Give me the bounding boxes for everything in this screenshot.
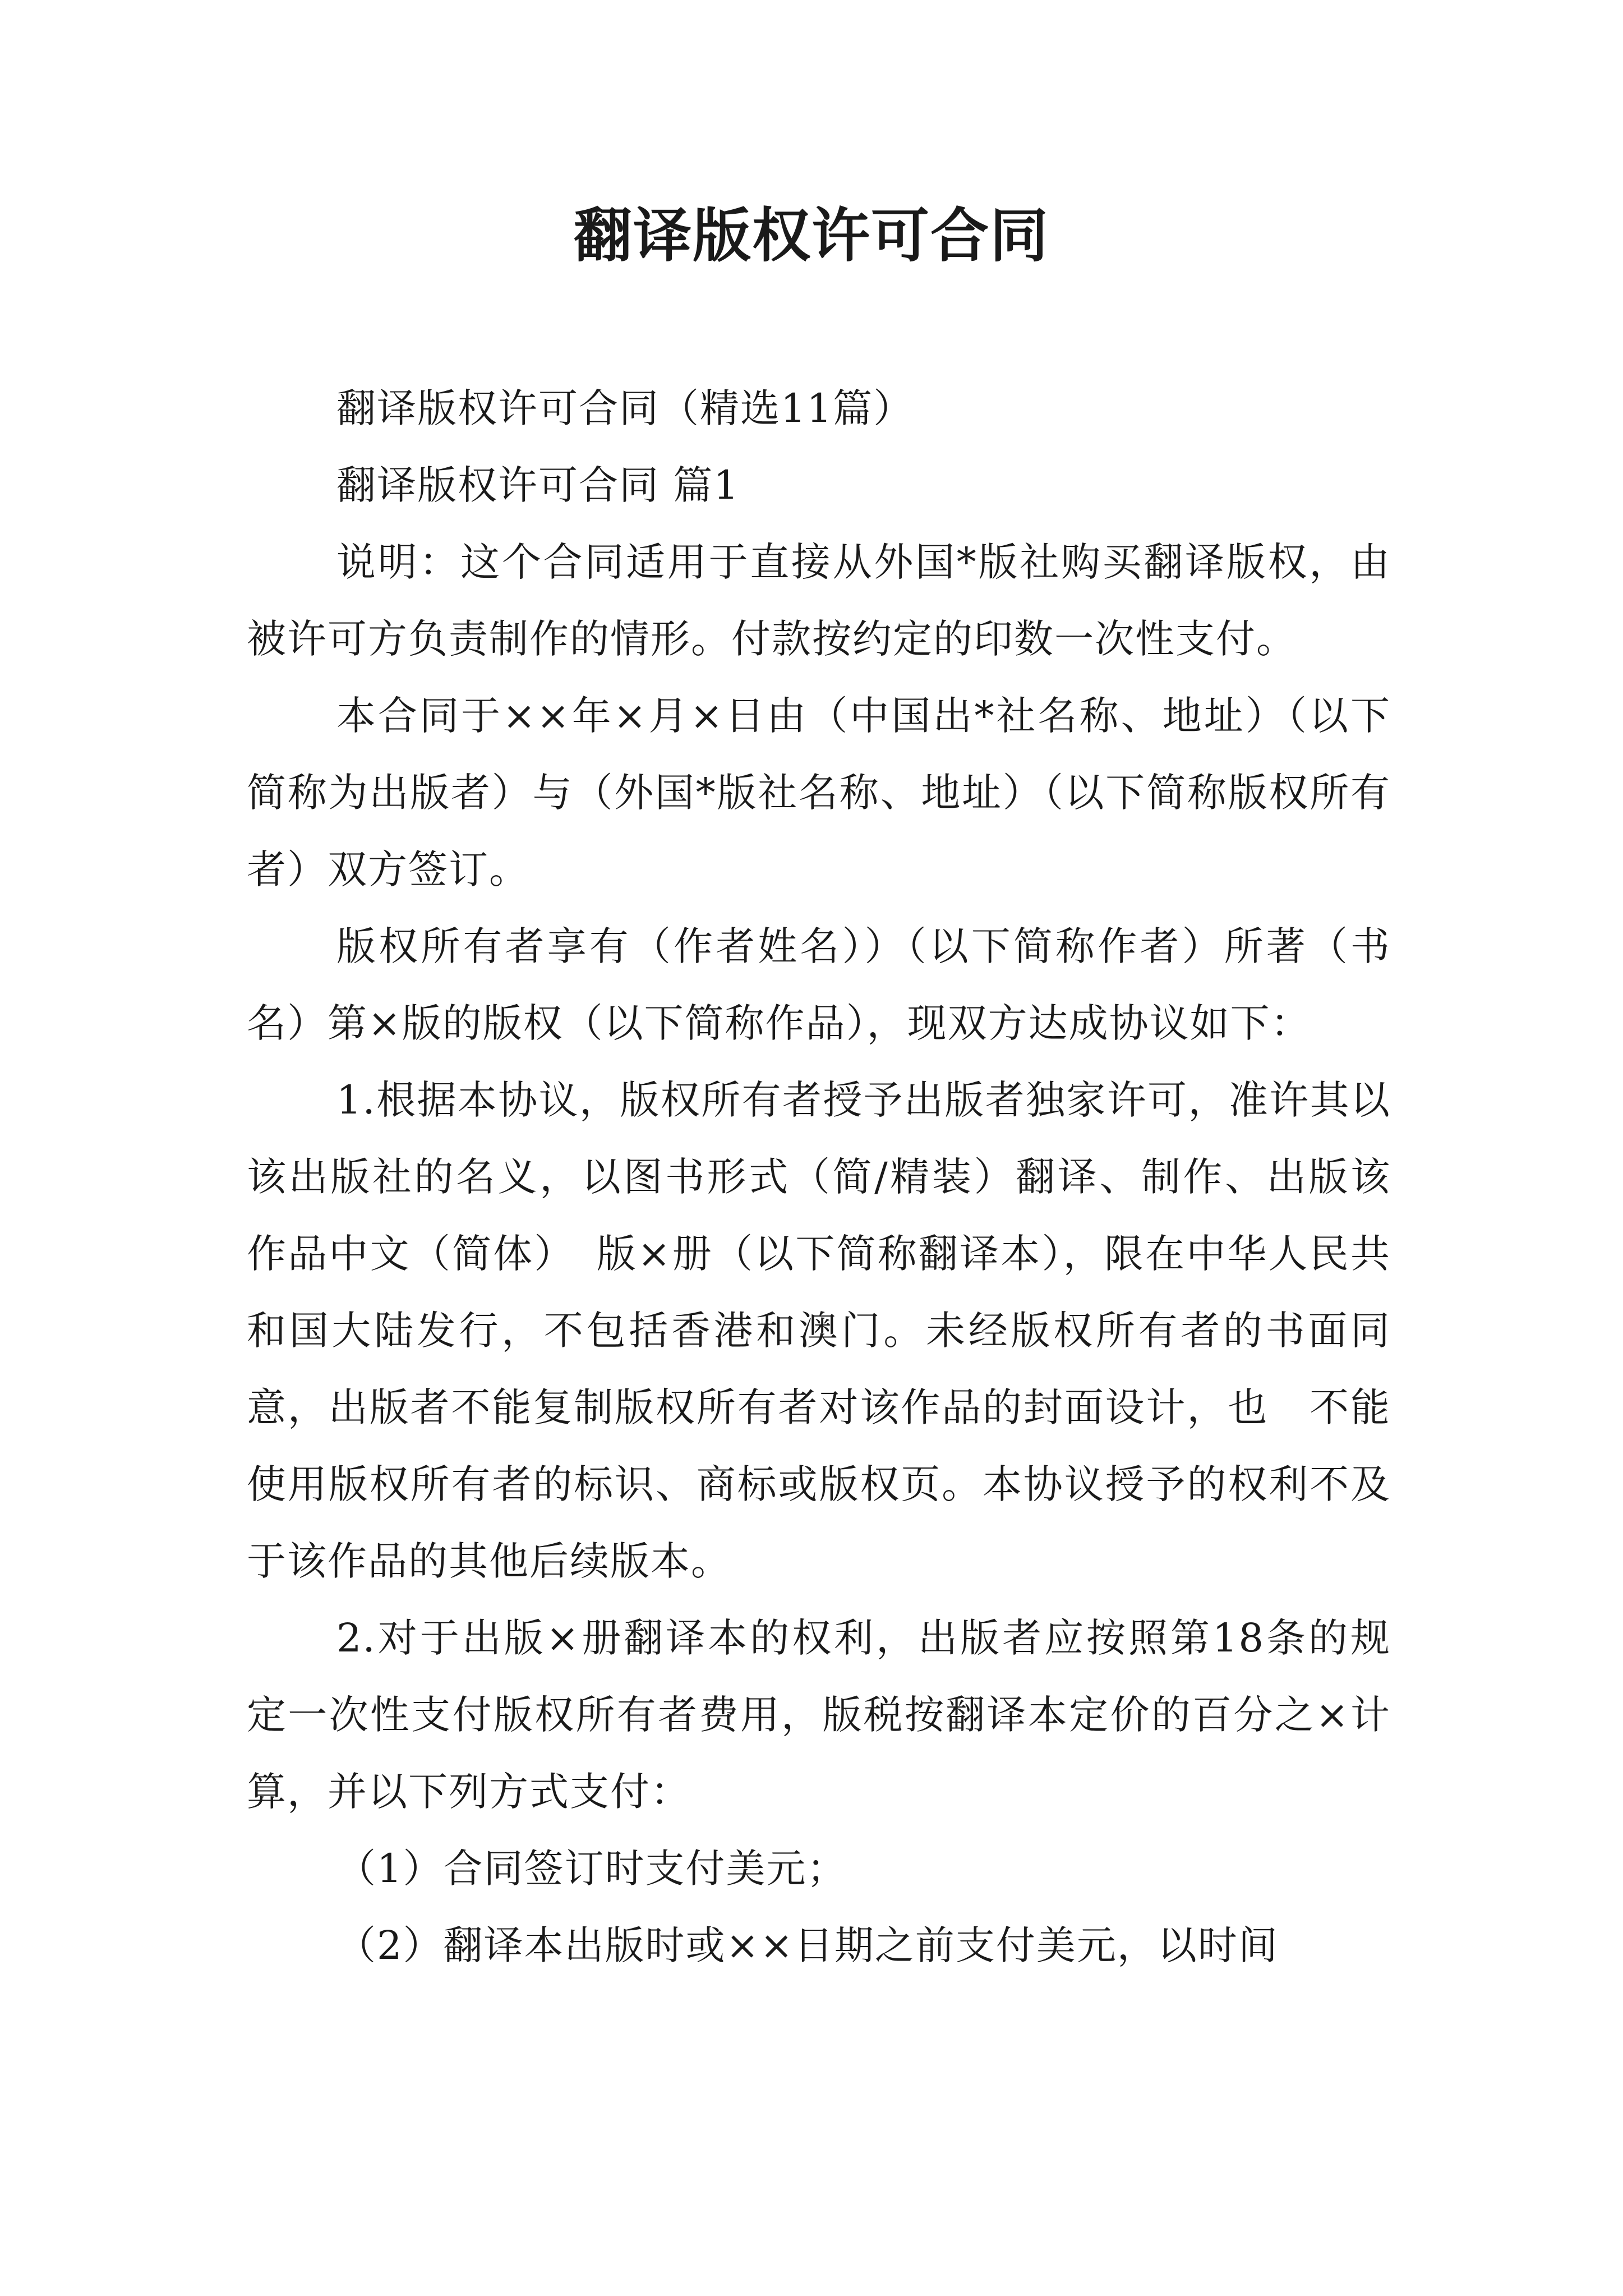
paragraph-item-1: （1）合同签订时支付美元； [336, 1846, 847, 1892]
paragraph-agreement: 版权所有者享有（作者姓名））（以下简称作者）所著（书名）第×版的版权（以下简称作品），现双方达成协议如下： [247, 923, 1391, 1046]
paragraph-explanation: 说明：这个合同适用于直接从外国*版社购买翻译版权，由被许可方负责制作的情形。付款按约定的印数一次性支付。 [247, 539, 1391, 662]
paragraph-clause-2: 2.对于出版×册翻译本的权利，出版者应按照第18条的规定一次性支付版权所有者费用，版税按翻译本定价的百分之×计算，并以下列方式支付： [247, 1615, 1391, 1815]
document-title: 翻译版权许可合同 [573, 201, 1049, 270]
paragraph-item-2: （2）翻译本出版时或××日期之前支付美元，以时间 [336, 1922, 1279, 1968]
paragraph-section-heading: 翻译版权许可合同 篇1 [336, 462, 740, 508]
paragraph-subtitle: 翻译版权许可合同（精选11篇） [336, 385, 914, 431]
paragraph-parties: 本合同于××年×月×日由（中国出*社名称、地址）（以下简称为出版者）与（外国*版社名称、地址）（以下简称版权所有者）双方签订。 [247, 693, 1391, 892]
paragraph-clause-1: 1.根据本协议，版权所有者授予出版者独家许可，准许其以该出版社的名义，以图书形式（简/精装）翻译、制作、出版该作品中文（简体） 版×册（以下简称翻译本），限在中华人民共和国大陆发行，不包括香港和澳门。未经版权所有者的书面同意，出版者不能复制版权所有者对该作品的封面设计，也 不能使用版权所有者的标识、商标或版权页。本协议授予的权利不及于该作品的其他后续版本。 [247, 1077, 1391, 1584]
document-body [247, 370, 1391, 1984]
